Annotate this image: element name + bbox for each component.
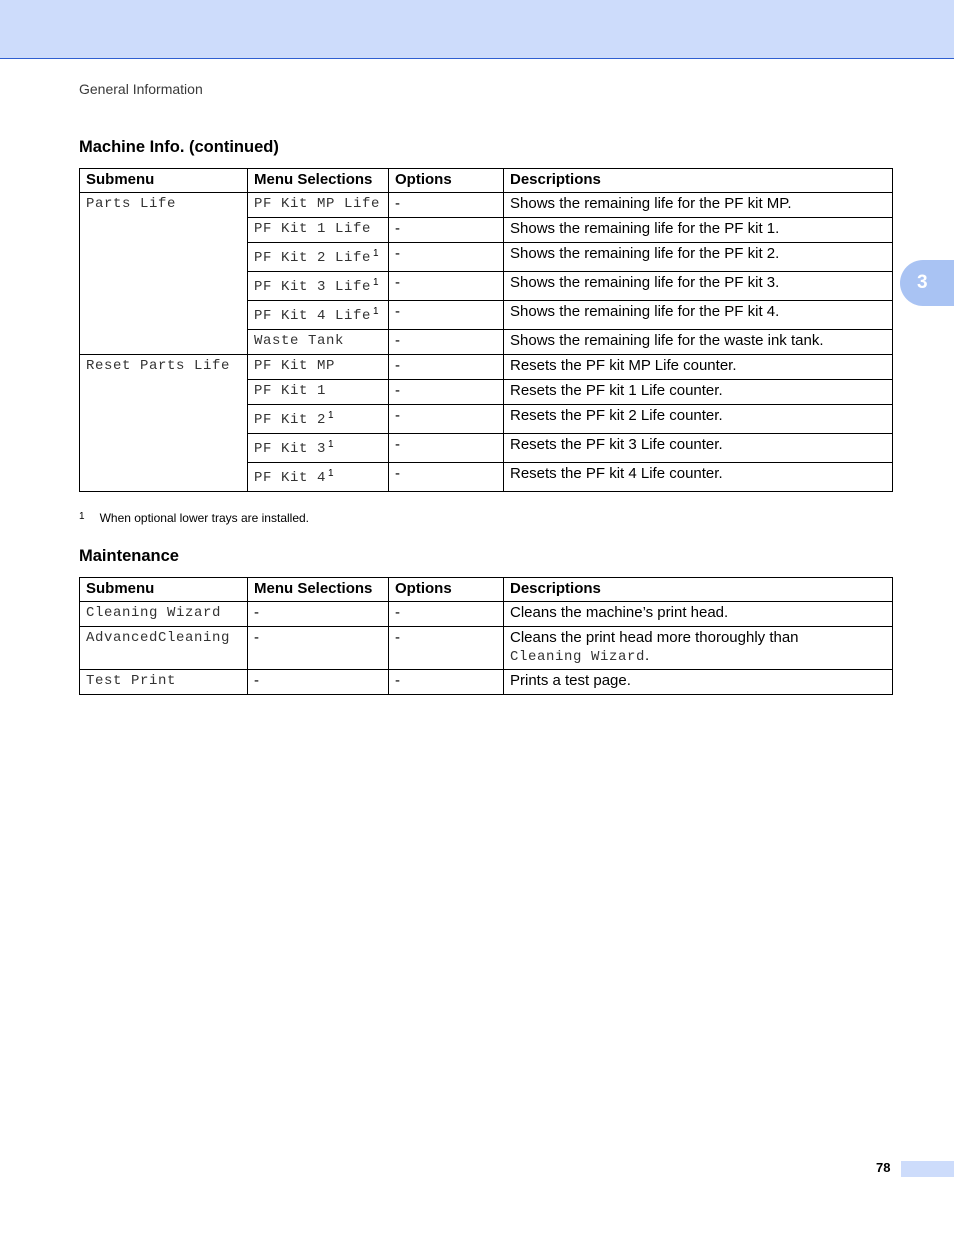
- column-header: Menu Selections: [248, 169, 389, 193]
- option-cell: -: [389, 330, 504, 355]
- option-cell: -: [389, 301, 504, 330]
- footnote-ref: 1: [328, 468, 334, 479]
- footnote-ref: 1: [328, 439, 334, 450]
- selection-cell: [248, 272, 389, 301]
- selection-text: PF Kit 4: [254, 470, 327, 486]
- selection-cell: -: [248, 627, 389, 670]
- table-header-row: [80, 578, 893, 602]
- option-cell: -: [389, 380, 504, 405]
- header-band: [0, 0, 954, 59]
- description-cell: Shows the remaining life for the PF kit MP.: [504, 193, 893, 218]
- selection-cell: [248, 434, 389, 463]
- description-cell: Shows the remaining life for the PF kit 3.: [504, 272, 893, 301]
- option-cell: -: [389, 218, 504, 243]
- chapter-number: 3: [917, 272, 928, 293]
- option-cell: -: [389, 463, 504, 492]
- description-end: .: [645, 647, 650, 664]
- table-row: [80, 670, 893, 695]
- page-number: 78: [876, 1160, 891, 1175]
- selection-text: PF Kit 2 Life: [254, 250, 372, 266]
- selection-cell: [248, 463, 389, 492]
- footnote-number: 1: [79, 511, 85, 522]
- description-cell: Shows the remaining life for the PF kit 2.: [504, 243, 893, 272]
- maintenance-table: [79, 577, 893, 695]
- option-cell: -: [389, 243, 504, 272]
- description-cell: Resets the PF kit 3 Life counter.: [504, 434, 893, 463]
- description-cell: Shows the remaining life for the waste ink tank.: [504, 330, 893, 355]
- option-cell: -: [389, 193, 504, 218]
- selection-cell: -: [248, 602, 389, 627]
- selection-cell: PF Kit MP: [248, 355, 389, 380]
- column-header: Submenu: [80, 169, 248, 193]
- selection-cell: PF Kit 1 Life: [248, 218, 389, 243]
- option-cell: -: [389, 434, 504, 463]
- table-row: [80, 602, 893, 627]
- selection-cell: [248, 243, 389, 272]
- submenu-cell: Parts Life: [80, 193, 248, 355]
- description-cell: Prints a test page.: [504, 670, 893, 695]
- submenu-cell: Cleaning Wizard: [80, 602, 248, 627]
- footnote-text: When optional lower trays are installed.: [99, 511, 309, 525]
- column-header: Options: [389, 578, 504, 602]
- selection-cell: -: [248, 670, 389, 695]
- footnote: [79, 511, 309, 525]
- description-cell: Shows the remaining life for the PF kit 4.: [504, 301, 893, 330]
- option-cell: -: [389, 602, 504, 627]
- submenu-cell: Test Print: [80, 670, 248, 695]
- table-row: [80, 355, 893, 380]
- selection-cell: [248, 301, 389, 330]
- machine-info-table: [79, 168, 893, 492]
- section-title-machine-info: Machine Info. (continued): [79, 138, 279, 156]
- footnote-ref: 1: [328, 410, 334, 421]
- selection-text: PF Kit 3: [254, 441, 327, 457]
- table-row: [80, 193, 893, 218]
- selection-cell: PF Kit 1: [248, 380, 389, 405]
- column-header: Descriptions: [504, 578, 893, 602]
- column-header: Menu Selections: [248, 578, 389, 602]
- footnote-ref: 1: [373, 277, 379, 288]
- page-band: [901, 1161, 954, 1177]
- submenu-cell: Reset Parts Life: [80, 355, 248, 492]
- column-header: Descriptions: [504, 169, 893, 193]
- description-cell: Shows the remaining life for the PF kit 1.: [504, 218, 893, 243]
- table-header-row: [80, 169, 893, 193]
- option-cell: -: [389, 355, 504, 380]
- footnote-ref: 1: [373, 306, 379, 317]
- column-header: Options: [389, 169, 504, 193]
- footnote-ref: 1: [373, 248, 379, 259]
- description-cell: Resets the PF kit 4 Life counter.: [504, 463, 893, 492]
- option-cell: -: [389, 627, 504, 670]
- description-cell: [504, 627, 893, 670]
- description-cell: Cleans the machine’s print head.: [504, 602, 893, 627]
- option-cell: -: [389, 670, 504, 695]
- selection-text: PF Kit 3 Life: [254, 279, 372, 295]
- description-cell: Resets the PF kit 2 Life counter.: [504, 405, 893, 434]
- breadcrumb: General Information: [79, 81, 203, 97]
- chapter-tab[interactable]: [900, 260, 954, 306]
- table-row: [80, 627, 893, 670]
- description-cell: Resets the PF kit MP Life counter.: [504, 355, 893, 380]
- description-code: Cleaning Wizard: [510, 649, 646, 665]
- column-header: Submenu: [80, 578, 248, 602]
- selection-cell: [248, 405, 389, 434]
- description-cell: Resets the PF kit 1 Life counter.: [504, 380, 893, 405]
- selection-cell: Waste Tank: [248, 330, 389, 355]
- section-title-maintenance: Maintenance: [79, 547, 179, 565]
- selection-text: PF Kit 2: [254, 412, 327, 428]
- submenu-cell: AdvancedCleaning: [80, 627, 248, 670]
- selection-cell: PF Kit MP Life: [248, 193, 389, 218]
- option-cell: -: [389, 405, 504, 434]
- selection-text: PF Kit 4 Life: [254, 308, 372, 324]
- option-cell: -: [389, 272, 504, 301]
- description-text: Cleans the print head more thoroughly than: [510, 629, 799, 646]
